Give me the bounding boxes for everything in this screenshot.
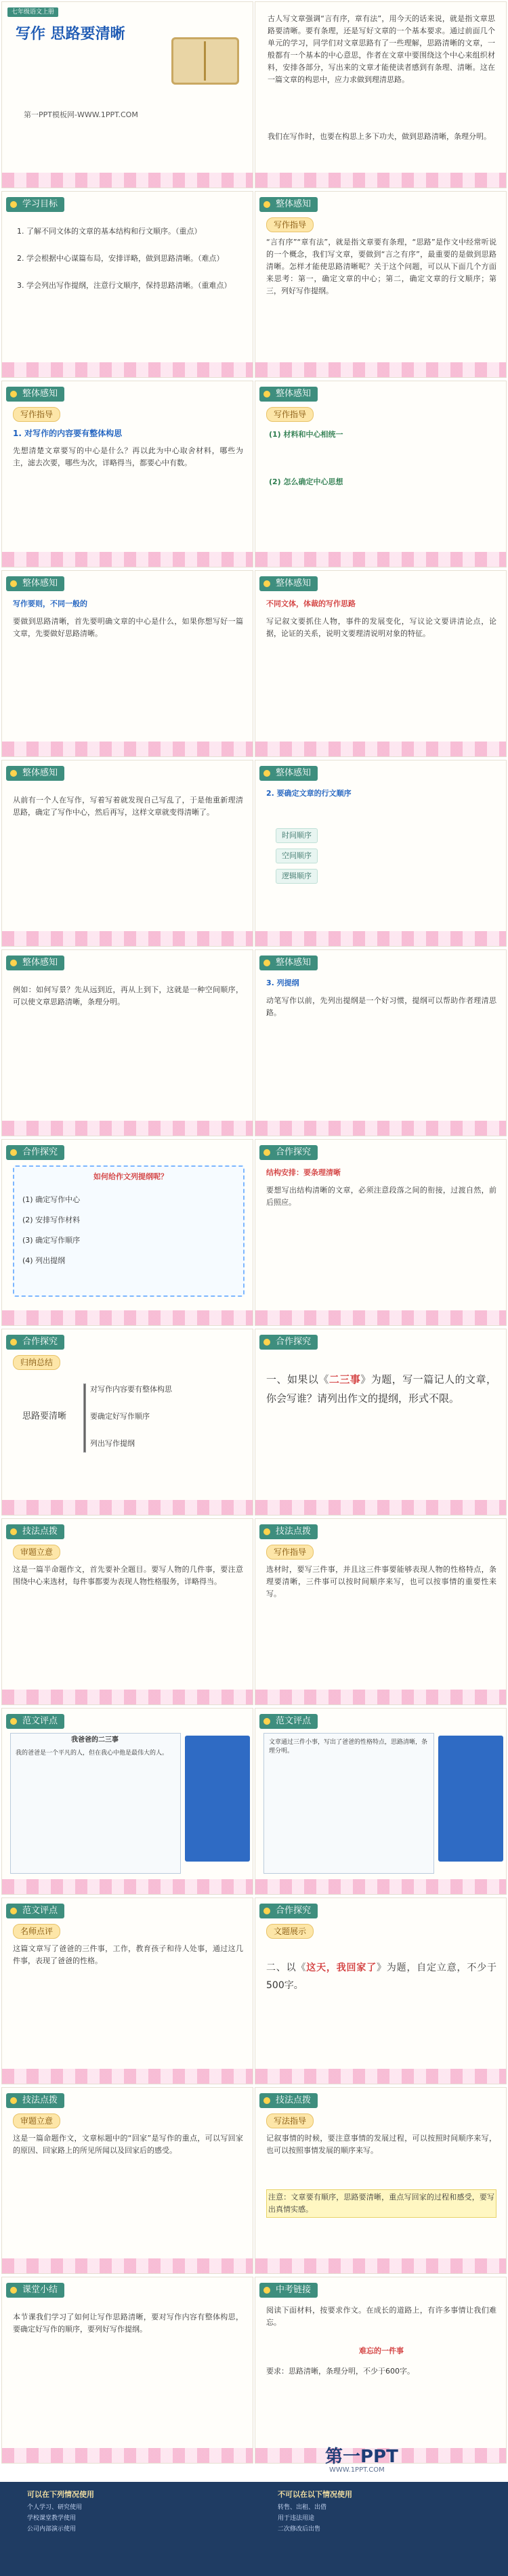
wave-decoration — [255, 2258, 506, 2273]
slide-3[interactable] — [1, 191, 253, 378]
section-label: 范文评点 — [259, 1714, 318, 1729]
tag-label: 写作指导 — [266, 407, 314, 422]
heading-text: 不同文体，体裁的写作思路 — [266, 599, 356, 608]
slide-13[interactable] — [1, 1139, 253, 1326]
frame-title: 如何给作文列提纲呢？ — [93, 1172, 168, 1181]
order-logic: 逻辑顺序 — [276, 869, 318, 884]
wave-decoration — [2, 173, 253, 188]
wave-decoration — [2, 2069, 253, 2084]
order-time: 时间顺序 — [276, 828, 318, 843]
footer-col1-title: 可以在下列情况使用 — [27, 2490, 94, 2499]
slide-7[interactable] — [1, 570, 253, 757]
slide-18[interactable] — [255, 1518, 507, 1705]
section-label: 技法点拨 — [259, 2093, 318, 2108]
body-text: 这篇文章写了爸爸的三件事，工作，教育孩子和待人处事，通过这几件事，表现了爸爸的性格。 — [13, 1944, 243, 1965]
slide-1[interactable] — [1, 1, 253, 188]
wave-decoration — [2, 931, 253, 946]
order-space: 空间顺序 — [276, 849, 318, 863]
wave-decoration — [2, 2258, 253, 2273]
point-2: (2) 怎么确定中心思想 — [269, 477, 343, 486]
slide-21[interactable] — [1, 1897, 253, 2084]
slide-14[interactable] — [255, 1139, 507, 1326]
slide-15[interactable] — [1, 1329, 253, 1516]
wave-decoration — [255, 552, 506, 567]
section-label: 整体感知 — [6, 387, 64, 402]
slide-20[interactable] — [255, 1708, 507, 1895]
slide-19[interactable] — [1, 1708, 253, 1895]
wave-decoration — [2, 1690, 253, 1704]
wave-decoration — [255, 1121, 506, 1136]
heading-text: 写作要则，不同一般的 — [13, 599, 87, 608]
body-text: 要做到思路清晰，首先要明确文章的中心是什么，如果你想写好一篇文章，先要做好思路清晰。 — [13, 617, 243, 638]
summary-text: 本节课我们学习了如何让写作思路清晰，要对写作内容有整体构思，要确定好写作的顺序，要列好写作提纲。 — [13, 2313, 243, 2334]
intro-text: 古人写文章强调“言有序，章有法”，用今天的话来说，就是指文章思路要清晰。要有条理，还是写好文章的一个基本要求。通过前面几个单元的学习，同学们对文章思路有了一些理解，思路清晰的文章，一般都有一个基本的中心意思，作者在文章中要围绕这个中心来组织材料，安排各部分，写出来的文章才能使读者感到有条理、清晰。这在一篇文章的构思中，应力求做到理清思路。 — [268, 14, 495, 84]
body-text: 这是一篇半命题作文，首先要补全题目。要写人物的几件事，要注意围绕中心来选材，每件事都要为表现人物性格服务，详略得当。 — [13, 1565, 243, 1586]
section-label: 整体感知 — [259, 197, 318, 212]
section-label: 整体感知 — [6, 766, 64, 781]
wave-decoration — [255, 1879, 506, 1894]
essay-title: 我爸爸的二三事 — [71, 1736, 119, 1744]
site-subtitle: 第一PPT模板网-WWW.1PPT.COM — [24, 110, 138, 119]
wave-decoration — [2, 1310, 253, 1325]
exam-text: 阅读下面材料，按要求作文。在成长的道路上，有许多事情让我们难忘。 — [266, 2306, 496, 2327]
mind-connector — [83, 1383, 86, 1453]
footer-logo[interactable]: 第一PPT — [325, 2447, 398, 2467]
body-text: 这是一篇命题作文，文章标题中的“回家”是写作的重点，可以写回家的原因、回家路上的所见所闻以及回家后的感受。 — [13, 2134, 243, 2155]
intro-text-2: 我们在写作时，也要在构思上多下功夫，做到思路清晰，条理分明。 — [268, 132, 491, 141]
footer-col2-title: 不可以在以下情况使用 — [278, 2490, 352, 2499]
wave-decoration — [255, 742, 506, 756]
prompt-part-2: 》为题，写一篇记人的文章，你会写谁？请列出作文的提纲，形式不限。 — [266, 1373, 496, 1404]
exam-topic: 难忘的一件事 — [359, 2346, 404, 2355]
tag-label: 归纳总结 — [13, 1355, 60, 1370]
footer-col1-item: 学校课堂教学使用 — [27, 2515, 77, 2522]
tag-label: 写作指导 — [13, 407, 60, 422]
section-label: 技法点拨 — [259, 1524, 318, 1539]
tag-label: 名师点评 — [13, 1924, 60, 1939]
section-label: 整体感知 — [259, 576, 318, 591]
heading-text: 2. 要确定文章的行文顺序 — [266, 789, 352, 798]
section-label: 整体感知 — [6, 576, 64, 591]
wave-decoration — [2, 1879, 253, 1894]
slide-11[interactable] — [1, 949, 253, 1136]
book-illustration — [171, 37, 239, 85]
wave-decoration — [2, 362, 253, 377]
slide-17[interactable] — [1, 1518, 253, 1705]
section-label: 整体感知 — [6, 956, 64, 970]
exam-requirement: 要求：思路清晰，条理分明，不少于600字。 — [266, 2367, 415, 2376]
point-1: (1) 材料和中心相统一 — [269, 430, 343, 439]
prompt-text — [266, 1370, 496, 1408]
section-label: 学习目标 — [6, 197, 64, 212]
step-2: (2) 安排写作材料 — [22, 1216, 81, 1224]
section-label: 整体感知 — [259, 766, 318, 781]
slide-4[interactable] — [255, 191, 507, 378]
footer-logo-sub: WWW.1PPT.COM — [329, 2466, 385, 2474]
grade-badge: 七年级语文上册 — [7, 7, 58, 17]
side-comment — [185, 1736, 250, 1862]
section-label: 中考链接 — [259, 2283, 318, 2298]
outline-frame — [13, 1165, 245, 1297]
footer-col2-item: 用于违法用途 — [278, 2515, 315, 2522]
slide-26[interactable] — [255, 2277, 507, 2464]
slide-12[interactable] — [255, 949, 507, 1136]
slide-24[interactable] — [255, 2087, 507, 2274]
tag-label: 审题立意 — [13, 1545, 60, 1560]
body-text: 动笔写作以前，先列出提纲是一个好习惯，提纲可以帮助作者理清思路。 — [266, 996, 496, 1017]
highlight-note: 注意：文章要有顺序，思路要清晰，重点写回家的过程和感受，要写出真情实感。 — [266, 2189, 496, 2218]
footer-band — [0, 2482, 508, 2576]
section-label: 技法点拨 — [6, 1524, 64, 1539]
section-label: 整体感知 — [259, 956, 318, 970]
lesson-title: 写作 思路要清晰 — [16, 26, 125, 43]
section-label: 范文评点 — [6, 1714, 64, 1729]
heading-text: 1. 对写作的内容要有整体构思 — [13, 429, 123, 438]
wave-decoration — [2, 1500, 253, 1515]
wave-decoration — [255, 362, 506, 377]
section-label: 整体感知 — [259, 387, 318, 402]
section-label: 范文评点 — [6, 1904, 64, 1918]
footer-col1-item: 公司内部演示使用 — [27, 2526, 77, 2533]
body-text: 先想清楚文章要写的中心是什么？再以此为中心取舍材料，哪些为主，滤去次要，哪些为次，详略得当，都要心中有数。 — [13, 446, 243, 467]
wave-decoration — [2, 742, 253, 756]
essay-body: 我的爸爸是一个平凡的人，但在我心中他是最伟大的人。 — [16, 1750, 169, 1757]
slide-6[interactable] — [255, 381, 507, 567]
essay-body: 文章通过三件小事，写出了爸爸的性格特点，思路清晰，条理分明。 — [269, 1739, 428, 1755]
section-label: 合作探究 — [6, 1145, 64, 1160]
slide-25[interactable] — [1, 2277, 253, 2464]
slide-10[interactable] — [255, 760, 507, 947]
section-label: 课堂小结 — [6, 2283, 64, 2298]
mind-branch-1: 对写作内容要有整体构思 — [90, 1385, 172, 1394]
wave-decoration — [2, 1121, 253, 1136]
wave-decoration — [255, 1500, 506, 1515]
wave-decoration — [255, 173, 506, 188]
footer-col2-item: 转售、出租、出借 — [278, 2504, 327, 2511]
prompt-topic: 二三事 — [329, 1373, 361, 1386]
tag-label: 写作指导 — [266, 1545, 314, 1560]
tag-label: 写法指导 — [266, 2113, 314, 2128]
guide-text: “言有序”“章有法”，就是指文章要有条理，“思路”是作文中经常听说的一个概念，我们写文章，要做到“言之有序”，最重要的是做到思路清晰。怎样才能使思路清晰呢？关于这个问题，可以从下面几个方面来思考：第一，确定文章的中心；第二，确定文章的行文顺序；第三，列好写作提纲。 — [266, 238, 496, 295]
section-label: 合作探究 — [6, 1335, 64, 1350]
slide-23[interactable] — [1, 2087, 253, 2274]
prompt-text — [266, 1959, 496, 1994]
slide-2[interactable] — [255, 1, 507, 188]
goal-3: 3. 学会列出写作提纲，注意行文顺序，保持思路清晰。（重难点） — [17, 281, 232, 290]
tag-label: 审题立意 — [13, 2113, 60, 2128]
body-text: 记叙事情的时候，要注意事情的发展过程，可以按照时间顺序来写，也可以按照事情发展的顺序来写。 — [266, 2134, 496, 2155]
slide-22[interactable] — [255, 1897, 507, 2084]
wave-decoration — [255, 1690, 506, 1704]
body-text: 例如：如何写景？先从远到近，再从上到下，这就是一种空间顺序，可以使文章思路清晰，条理分明。 — [13, 985, 243, 1006]
prompt-part-2: 》为题，自定立意，不少于500字。 — [266, 1962, 497, 1991]
mind-branch-3: 列出写作提纲 — [90, 1439, 135, 1448]
step-3: (3) 确定写作顺序 — [22, 1236, 81, 1245]
section-label: 技法点拨 — [6, 2093, 64, 2108]
side-comment — [438, 1736, 503, 1862]
mind-center: 思路要清晰 — [22, 1411, 67, 1421]
tag-label: 写作指导 — [266, 217, 314, 232]
wave-decoration — [255, 1310, 506, 1325]
prompt-part-1: 一、如果以《 — [266, 1373, 329, 1386]
section-label: 合作探究 — [259, 1145, 318, 1160]
prompt-part-1: 二、以《 — [266, 1962, 307, 1973]
heading-text: 结构安排：要条理清晰 — [266, 1168, 341, 1177]
slide-5[interactable] — [1, 381, 253, 567]
prompt-topic: 这天，我回家了 — [306, 1962, 377, 1973]
slide-9[interactable] — [1, 760, 253, 947]
footer-col1-item: 个人学习、研究使用 — [27, 2504, 83, 2511]
wave-decoration — [2, 552, 253, 567]
wave-decoration — [255, 2069, 506, 2084]
tag-label: 文题展示 — [266, 1924, 314, 1939]
body-text: 写记叙文要抓住人物，事件的发展变化，写议论文要讲清论点，论据，论证的关系，说明文要理清说明对象的特征。 — [266, 617, 496, 638]
body-text: 选材时，要写三件事，并且这三件事要能够表现人物的性格特点，条理要清晰，三件事可以按时间顺序来写，也可以按事情的重要性来写。 — [266, 1565, 496, 1598]
step-4: (4) 列出提纲 — [22, 1256, 66, 1265]
wave-decoration — [255, 931, 506, 946]
footer-col2-item: 二次修改后出售 — [278, 2526, 321, 2533]
mind-branch-2: 要确定好写作顺序 — [90, 1412, 150, 1421]
step-1: (1) 确定写作中心 — [22, 1195, 81, 1204]
body-text: 要想写出结构清晰的文章，必须注意段落之间的衔接，过渡自然，前后照应。 — [266, 1186, 496, 1207]
section-label: 合作探究 — [259, 1335, 318, 1350]
section-label: 合作探究 — [259, 1904, 318, 1918]
goal-1: 1. 了解不同文体的文章的基本结构和行文顺序。（重点） — [17, 227, 202, 236]
heading-text: 3. 列提纲 — [266, 979, 299, 987]
wave-decoration — [2, 2448, 253, 2463]
goal-2: 2. 学会根据中心谋篇布局，安排详略，做到思路清晰。（难点） — [17, 254, 224, 263]
slide-8[interactable] — [255, 570, 507, 757]
body-text: 从前有一个人在写作，写着写着就发现自己写乱了，于是他重新理清思路，确定了写作中心，然后再写，这样文章就变得清晰了。 — [13, 796, 243, 817]
slide-16[interactable] — [255, 1329, 507, 1516]
